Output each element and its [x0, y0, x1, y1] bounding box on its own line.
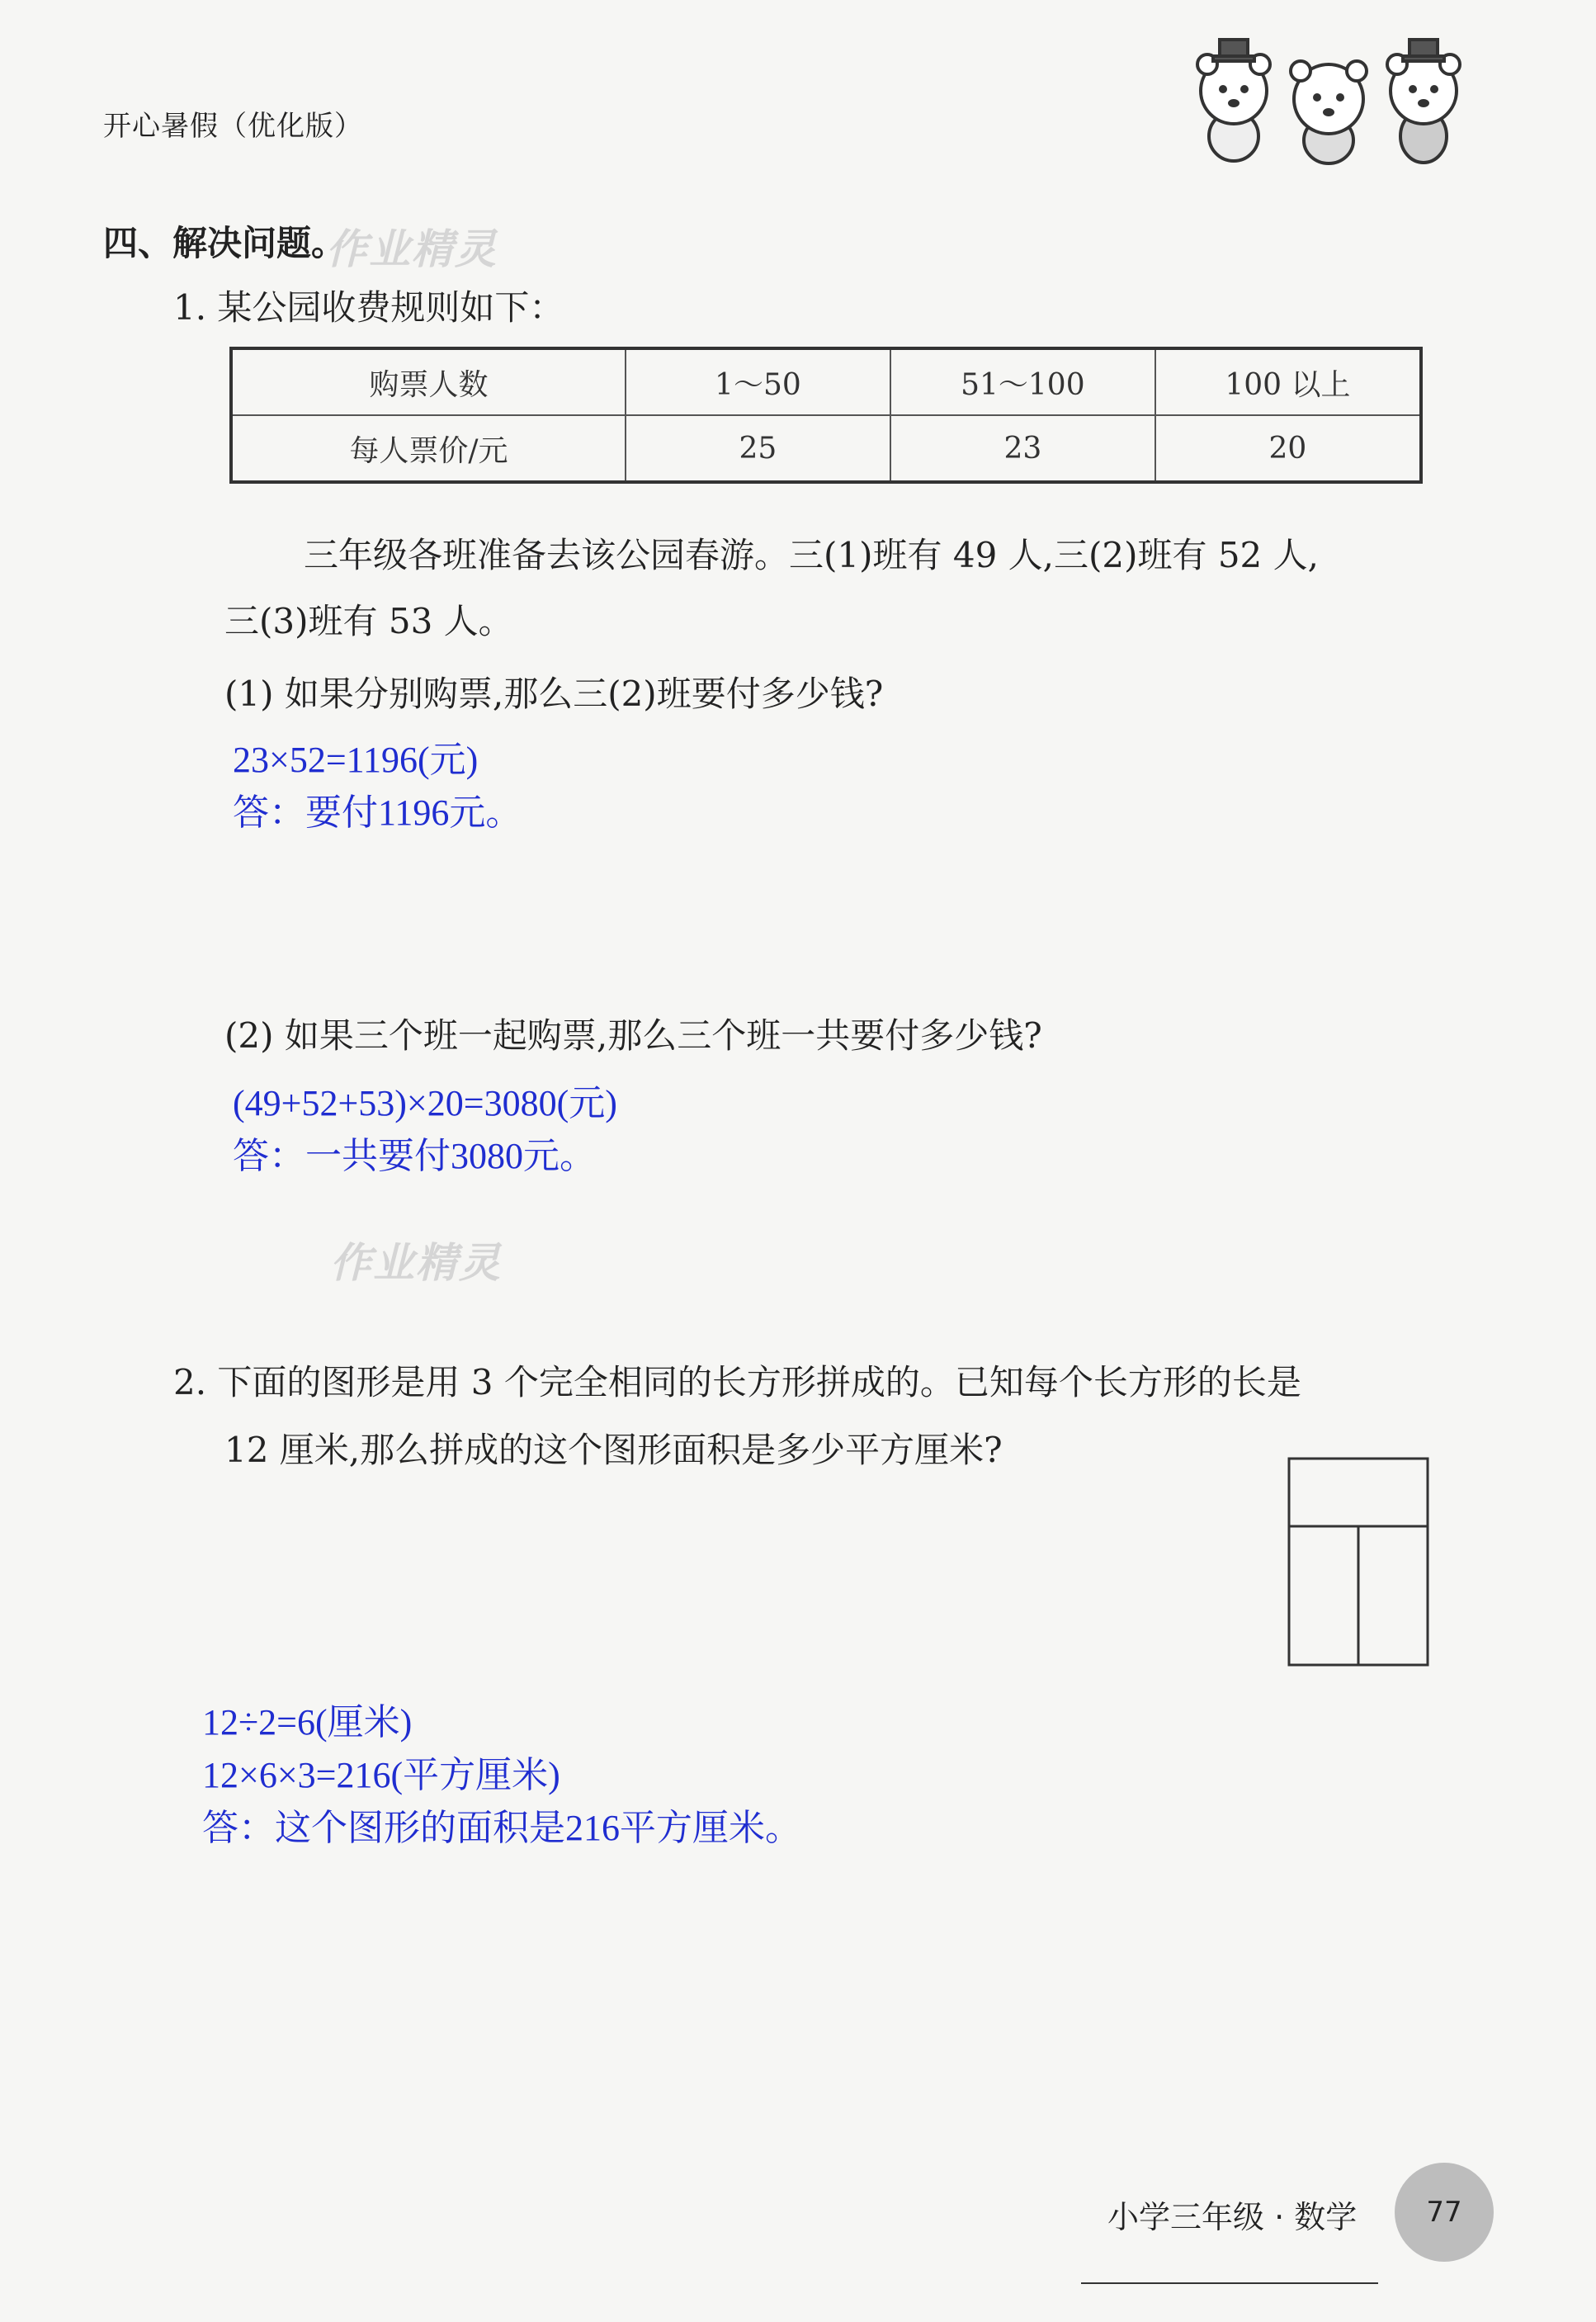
table-cell: 每人票价/元 — [231, 415, 626, 482]
question-1-sub2: (2) 如果三个班一起购票,那么三个班一共要付多少钱? — [224, 1015, 1042, 1056]
answer-2-calculation: (49+52+53)×20=3080(元) — [233, 1083, 617, 1123]
question-1-description-line1: 三年级各班准备去该公园春游。三(1)班有 49 人,三(2)班有 52 人, — [304, 535, 1319, 575]
table-cell: 1～50 — [626, 348, 890, 415]
answer-1-statement: 答：要付1196元。 — [233, 792, 522, 833]
question-1-description-line2: 三(3)班有 53 人。 — [224, 601, 513, 641]
table-cell: 51～100 — [890, 348, 1155, 415]
footer-divider — [1081, 2282, 1378, 2284]
answer-q2-step2: 12×6×3=216(平方厘米) — [202, 1755, 560, 1795]
table-cell: 20 — [1155, 415, 1421, 482]
answer-2-statement: 答：一共要付3080元。 — [233, 1136, 596, 1176]
book-title: 开心暑假（优化版） — [103, 110, 363, 143]
watermark: 作业精灵 — [330, 1239, 502, 1287]
question-1-intro: 1. 某公园收费规则如下： — [173, 287, 564, 328]
table-cell: 23 — [890, 415, 1155, 482]
table-cell: 25 — [626, 415, 890, 482]
three-rectangles-figure — [1287, 1457, 1431, 1668]
table-cell: 购票人数 — [231, 348, 626, 415]
watermark: 作业精灵 — [326, 225, 498, 273]
mascot-bears-illustration — [1180, 33, 1477, 173]
table-cell: 100 以上 — [1155, 348, 1421, 415]
table-row — [231, 348, 1421, 415]
question-2-line2: 12 厘米,那么拼成的这个图形面积是多少平方厘米? — [224, 1430, 1003, 1470]
fee-table — [229, 347, 1423, 484]
footer-subject-label: 小学三年级 · 数学 — [1107, 2199, 1358, 2235]
section-title: 四、解决问题。 — [103, 223, 347, 263]
table-row — [231, 415, 1421, 482]
question-2-line1: 2. 下面的图形是用 3 个完全相同的长方形拼成的。已知每个长方形的长是 — [173, 1362, 1301, 1402]
answer-q2-statement: 答：这个图形的面积是216平方厘米。 — [202, 1808, 801, 1848]
page-number: 77 — [1395, 2163, 1494, 2262]
answer-q2-step1: 12÷2=6(厘米) — [202, 1702, 413, 1743]
question-1-sub1: (1) 如果分别购票,那么三(2)班要付多少钱? — [224, 674, 884, 714]
answer-1-calculation: 23×52=1196(元) — [233, 740, 479, 780]
